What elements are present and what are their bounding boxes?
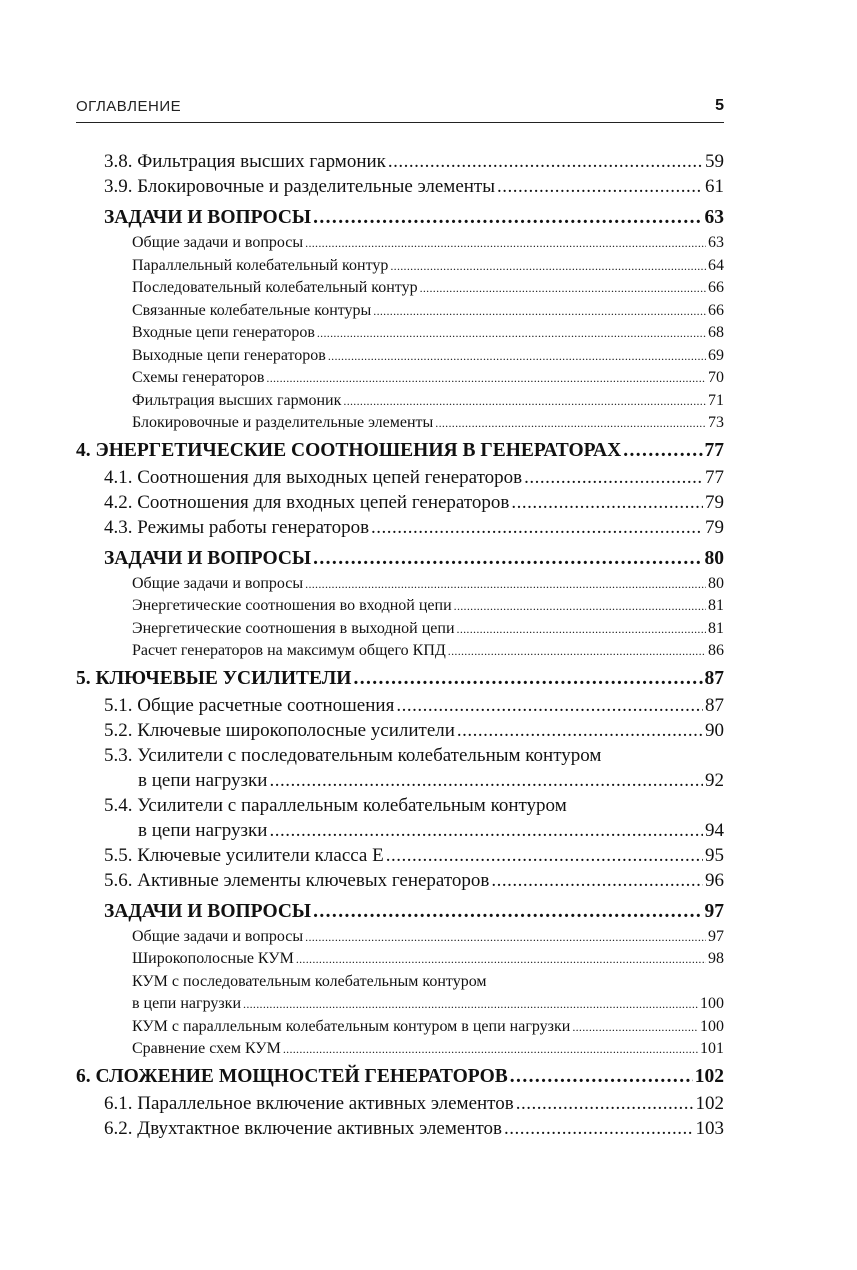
toc-tasks-ch3[interactable]: ЗАДАЧИ И ВОПРОСЫ ..... 63: [76, 207, 724, 234]
dot-leader: [373, 302, 706, 320]
toc-entry-6-2[interactable]: 6.2. Двухтактное включение активных элементов ..... 103: [76, 1118, 724, 1143]
toc-entry-5-5[interactable]: 5.5. Ключевые усилители класса Е ..... 95: [76, 845, 724, 870]
dot-leader: [371, 517, 703, 539]
dot-leader: [435, 414, 706, 432]
toc-subitem[interactable]: Общие задачи и вопросы ..... 80: [76, 575, 724, 598]
toc-subitem[interactable]: Фильтрация высших гармоник ..... 71: [76, 392, 724, 415]
table-of-contents: [76, 151, 724, 1143]
toc-entry-4-3[interactable]: 4.3. Режимы работы генераторов ..... 79: [76, 517, 724, 542]
toc-entry-4-1[interactable]: 4.1. Соотношения для выходных цепей генераторов ..... 77: [76, 467, 724, 492]
dot-leader: [448, 642, 706, 660]
dot-leader: [457, 720, 703, 742]
toc-subitem[interactable]: Широкополосные КУМ ..... 98: [76, 950, 724, 973]
toc-subitem[interactable]: Блокировочные и разделительные элементы ..... 73: [76, 414, 724, 437]
toc-entry-5-6[interactable]: 5.6. Активные элементы ключевых генераторов ..... 96: [76, 870, 724, 895]
toc-subitem[interactable]: Общие задачи и вопросы ..... 97: [76, 928, 724, 951]
toc-entry-5-4-title[interactable]: 5.4. Усилители с параллельным колебательным контуром: [104, 794, 567, 816]
toc-entry-5-3-title[interactable]: 5.3. Усилители с последовательным колебательным контуром: [104, 744, 602, 766]
toc-subitem[interactable]: Параллельный колебательный контур ..... 64: [76, 257, 724, 280]
toc-entry-3-9[interactable]: 3.9. Блокировочные и разделительные элементы ..... 61: [76, 176, 724, 201]
dot-leader: [283, 1040, 698, 1058]
dot-leader: [504, 1118, 694, 1140]
running-header: [76, 98, 724, 123]
toc-chapter-5[interactable]: 5. КЛЮЧЕВЫЕ УСИЛИТЕЛИ ..... 87: [76, 668, 724, 695]
dot-leader: [386, 845, 703, 867]
dot-leader: [510, 1066, 693, 1088]
dot-leader: [243, 995, 698, 1013]
toc-subitem-title[interactable]: КУМ с последовательным колебательным контуром: [132, 972, 487, 990]
dot-leader: [305, 234, 706, 252]
toc-entry-5-1[interactable]: 5.1. Общие расчетные соотношения ..... 87: [76, 695, 724, 720]
toc-subitem[interactable]: Последовательный колебательный контур ..... 66: [76, 279, 724, 302]
running-title: ОГЛАВЛЕНИЕ: [76, 98, 182, 115]
toc-chapter-4[interactable]: 4. ЭНЕРГЕТИЧЕСКИЕ СООТНОШЕНИЯ В ГЕНЕРАТОРАХ ..... 77: [76, 440, 724, 467]
dot-leader: [572, 1018, 698, 1036]
dot-leader: [420, 279, 706, 297]
toc-entry-6-1[interactable]: 6.1. Параллельное включение активных элементов ..... 102: [76, 1093, 724, 1118]
dot-leader: [328, 347, 706, 365]
toc-entry-3-8[interactable]: 3.8. Фильтрация высших гармоник ..... 59: [76, 151, 724, 176]
toc-subitem[interactable]: Расчет генераторов на максимум общего КПД ..... 86: [76, 642, 724, 665]
toc-subitem[interactable]: Общие задачи и вопросы ..... 63: [76, 234, 724, 257]
dot-leader: [623, 440, 702, 462]
toc-subitem[interactable]: Энергетические соотношения во входной цепи ..... 81: [76, 597, 724, 620]
dot-leader: [343, 392, 706, 410]
dot-leader: [396, 695, 703, 717]
dot-leader: [491, 870, 703, 892]
toc-entry-5-3-cont[interactable]: в цепи нагрузки ..... 92: [76, 770, 724, 795]
toc-subitem[interactable]: Энергетические соотношения в выходной цепи ..... 81: [76, 620, 724, 643]
dot-leader: [269, 820, 703, 842]
dot-leader: [269, 770, 703, 792]
toc-subitem[interactable]: Выходные цепи генераторов ..... 69: [76, 347, 724, 370]
dot-leader: [390, 257, 706, 275]
toc-entry-5-2[interactable]: 5.2. Ключевые широкополосные усилители ..... 90: [76, 720, 724, 745]
toc-subitem[interactable]: Сравнение схем КУМ ..... 101: [76, 1040, 724, 1063]
toc-entry-5-4-cont[interactable]: в цепи нагрузки ..... 94: [76, 820, 724, 845]
dot-leader: [313, 207, 702, 229]
dot-leader: [457, 620, 706, 638]
dot-leader: [305, 575, 706, 593]
toc-subitem[interactable]: Связанные колебательные контуры ..... 66: [76, 302, 724, 325]
dot-leader: [313, 901, 702, 923]
dot-leader: [317, 324, 706, 342]
toc-chapter-6[interactable]: 6. СЛОЖЕНИЕ МОЩНОСТЕЙ ГЕНЕРАТОРОВ ..... 102: [76, 1066, 724, 1093]
toc-subitem-cont[interactable]: в цепи нагрузки ..... 100: [76, 995, 724, 1018]
page-number: 5: [715, 97, 724, 114]
dot-leader: [388, 151, 703, 173]
dot-leader: [511, 492, 703, 514]
dot-leader: [524, 467, 703, 489]
dot-leader: [497, 176, 703, 198]
dot-leader: [454, 597, 706, 615]
dot-leader: [266, 369, 706, 387]
dot-leader: [353, 668, 702, 690]
toc-tasks-ch5[interactable]: ЗАДАЧИ И ВОПРОСЫ ..... 97: [76, 901, 724, 928]
dot-leader: [313, 548, 702, 570]
toc-subitem[interactable]: Входные цепи генераторов ..... 68: [76, 324, 724, 347]
toc-tasks-ch4[interactable]: ЗАДАЧИ И ВОПРОСЫ ..... 80: [76, 548, 724, 575]
toc-entry-4-2[interactable]: 4.2. Соотношения для входных цепей генераторов ..... 79: [76, 492, 724, 517]
dot-leader: [296, 950, 706, 968]
dot-leader: [305, 928, 706, 946]
toc-subitem[interactable]: Схемы генераторов ..... 70: [76, 369, 724, 392]
toc-subitem[interactable]: КУМ с параллельным колебательным контуром в цепи нагрузки ..... 100: [76, 1018, 724, 1041]
dot-leader: [516, 1093, 694, 1115]
